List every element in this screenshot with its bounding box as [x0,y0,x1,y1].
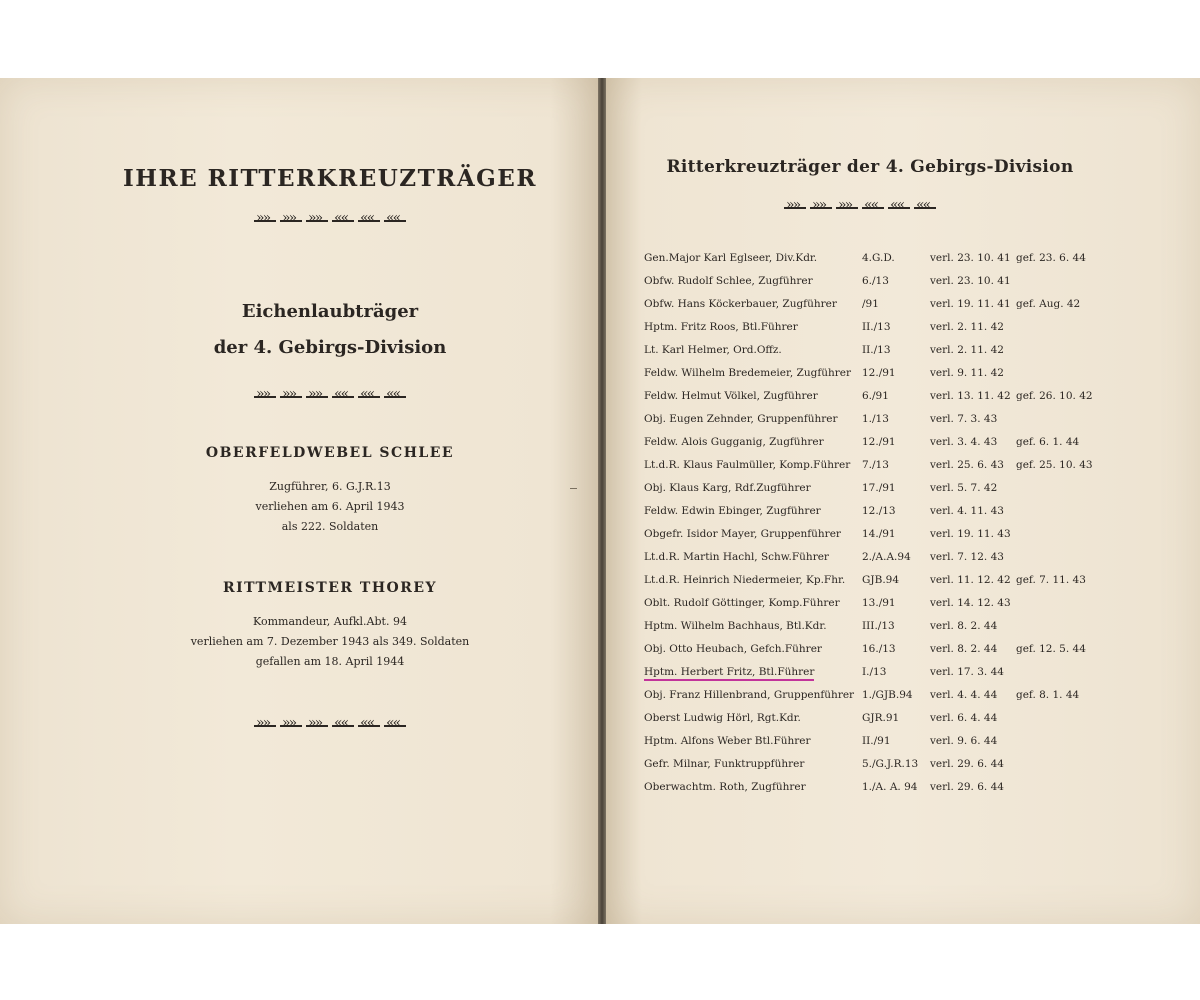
recipient-unit: 1./13 [862,412,889,425]
roster-row [644,315,1096,338]
fallen-date: gef. 25. 10. 43 [1016,458,1093,471]
recipient-unit: 12./91 [862,435,896,448]
recipient-unit: II./91 [862,734,891,747]
recipient-name: Obj. Otto Heubach, Gefch.Führer [644,642,822,655]
recipient-name: Feldw. Alois Gugganig, Zugführer [644,435,824,448]
fallen-date: gef. Aug. 42 [1016,297,1081,310]
roster-row [644,591,1096,614]
award-date: verl. 4. 11. 43 [930,504,1004,517]
recipient-name: Obj. Franz Hillenbrand, Gruppenführer [644,688,855,701]
right-page-title: Ritterkreuzträger der 4. Gebirgs-Division [666,157,1074,177]
recipient-unit: 12./13 [862,504,896,517]
roster-row [644,683,1096,706]
recipient-unit: II./13 [862,343,891,356]
roster-row [644,660,1096,683]
section-heading-thorey: RITTMEISTER THOREY [222,580,438,596]
fallen-date: gef. 12. 5. 44 [1016,642,1086,655]
award-date: verl. 2. 11. 42 [930,343,1004,356]
recipient-unit: GJR.91 [862,711,900,724]
fallen-date: gef. 6. 1. 44 [1016,435,1080,448]
recipient-name: Lt.d.R. Klaus Faulmüller, Komp.Führer [644,458,851,471]
recipient-name: Hptm. Herbert Fritz, Btl.Führer [644,666,814,681]
recipient-unit: 1./A. A. 94 [862,780,918,793]
roster-row [644,637,1096,660]
recipient-name: Obgefr. Isidor Mayer, Gruppenführer [644,527,841,540]
fallen-date: gef. 26. 10. 42 [1016,389,1093,402]
roster-row [644,246,1096,269]
recipient-unit: 13./91 [862,596,896,609]
award-date: verl. 7. 12. 43 [930,550,1004,563]
section-line: Zugführer, 6. G.J.R.13 [269,480,391,493]
recipient-name: Lt.d.R. Martin Hachl, Schw.Führer [644,550,829,563]
recipient-unit: 14./91 [862,527,896,540]
roster-row [644,476,1096,499]
roster-row [644,729,1096,752]
book-gutter [598,78,606,924]
section-line: gefallen am 18. April 1944 [255,655,405,668]
recipient-name: Feldw. Helmut Völkel, Zugführer [644,389,818,402]
recipient-unit: /91 [862,297,879,310]
recipient-unit: 17./91 [862,481,896,494]
ornament-divider [230,215,430,229]
award-date: verl. 29. 6. 44 [930,780,1004,793]
recipient-unit: 1./GJB.94 [862,688,913,701]
roster-row [644,430,1096,453]
fallen-date: gef. 8. 1. 44 [1016,688,1080,701]
recipient-name: Feldw. Wilhelm Bredemeier, Zugführer [644,366,851,379]
award-date: verl. 2. 11. 42 [930,320,1004,333]
recipient-name: Lt.d.R. Heinrich Niedermeier, Kp.Fhr. [644,573,846,586]
recipient-unit: 16./13 [862,642,896,655]
award-date: verl. 8. 2. 44 [930,642,998,655]
recipient-name: Gen.Major Karl Eglseer, Div.Kdr. [644,251,818,264]
recipient-name: Gefr. Milnar, Funktruppführer [644,757,805,770]
roster-row [644,614,1096,637]
roster-row [644,361,1096,384]
roster-row [644,453,1096,476]
roster-row [644,338,1096,361]
recipient-name: Hptm. Fritz Roos, Btl.Führer [644,320,798,333]
roster-row [644,407,1096,430]
award-date: verl. 9. 6. 44 [930,734,998,747]
award-date: verl. 23. 10. 41 [930,274,1011,287]
roster-row [644,568,1096,591]
award-date: verl. 9. 11. 42 [930,366,1004,379]
roster-row [644,384,1096,407]
award-date: verl. 7. 3. 43 [930,412,998,425]
recipient-name: Obfw. Rudolf Schlee, Zugführer [644,274,813,287]
recipient-unit: 2./A.A.94 [862,550,911,563]
recipient-name: Hptm. Alfons Weber Btl.Führer [644,734,811,747]
award-date: verl. 5. 7. 42 [930,481,998,494]
recipient-unit: 7./13 [862,458,889,471]
recipient-name: Hptm. Wilhelm Bachhaus, Btl.Kdr. [644,619,827,632]
award-date: verl. 4. 4. 44 [930,688,998,701]
recipient-unit: 6./13 [862,274,889,287]
fallen-date: gef. 23. 6. 44 [1016,251,1086,264]
knights-cross-roster [644,246,1096,798]
recipient-name: Oberst Ludwig Hörl, Rgt.Kdr. [644,711,801,724]
left-page-title: IHRE RITTERKREUZTRÄGER [123,165,537,192]
roster-row [644,752,1096,775]
award-date: verl. 6. 4. 44 [930,711,998,724]
section-line: als 222. Soldaten [281,520,379,533]
subtitle-line-1: Eichenlaubträger [241,301,419,322]
recipient-unit: GJB.94 [862,573,900,586]
roster-row [644,545,1096,568]
recipient-unit: III./13 [862,619,895,632]
recipient-name: Oblt. Rudolf Göttinger, Komp.Führer [644,596,840,609]
award-date: verl. 19. 11. 43 [930,527,1011,540]
award-date: verl. 23. 10. 41 [930,251,1011,264]
award-date: verl. 14. 12. 43 [930,596,1011,609]
roster-row [644,522,1096,545]
award-date: verl. 25. 6. 43 [930,458,1004,471]
section-heading-schlee: OBERFELDWEBEL SCHLEE [205,445,455,461]
recipient-name: Oberwachtm. Roth, Zugführer [644,780,806,793]
award-date: verl. 3. 4. 43 [930,435,998,448]
section-line: verliehen am 6. April 1943 [255,500,405,513]
recipient-name: Feldw. Edwin Ebinger, Zugführer [644,504,821,517]
oak-leaf-subtitle [160,294,500,366]
section-line: verliehen am 7. Dezember 1943 als 349. Soldaten [190,635,470,648]
roster-row [644,775,1096,798]
section-body-thorey [140,612,520,672]
award-date: verl. 13. 11. 42 [930,389,1011,402]
ornament-divider [230,720,430,734]
roster-row [644,269,1096,292]
recipient-unit: 5./G.J.R.13 [862,757,919,770]
recipient-unit: II./13 [862,320,891,333]
recipient-name: Lt. Karl Helmer, Ord.Offz. [644,343,782,356]
award-date: verl. 8. 2. 44 [930,619,998,632]
award-date: verl. 11. 12. 42 [930,573,1011,586]
award-date: verl. 29. 6. 44 [930,757,1004,770]
recipient-unit: I./13 [862,665,887,678]
fallen-date: gef. 7. 11. 43 [1016,573,1086,586]
ornament-divider [230,391,430,405]
recipient-name: Obfw. Hans Köckerbauer, Zugführer [644,297,837,310]
section-body-schlee [140,477,520,537]
page-mark [570,488,577,489]
award-date: verl. 17. 3. 44 [930,665,1004,678]
recipient-unit: 6./91 [862,389,889,402]
roster-row [644,292,1096,315]
subtitle-line-2: der 4. Gebirgs-Division [213,337,447,358]
ornament-divider [760,202,960,216]
recipient-name: Obj. Klaus Karg, Rdf.Zugführer [644,481,811,494]
roster-row [644,706,1096,729]
section-line: Kommandeur, Aufkl.Abt. 94 [253,615,407,628]
recipient-unit: 12./91 [862,366,896,379]
recipient-name: Obj. Eugen Zehnder, Gruppenführer [644,412,838,425]
recipient-unit: 4.G.D. [862,251,895,264]
award-date: verl. 19. 11. 41 [930,297,1011,310]
roster-row [644,499,1096,522]
